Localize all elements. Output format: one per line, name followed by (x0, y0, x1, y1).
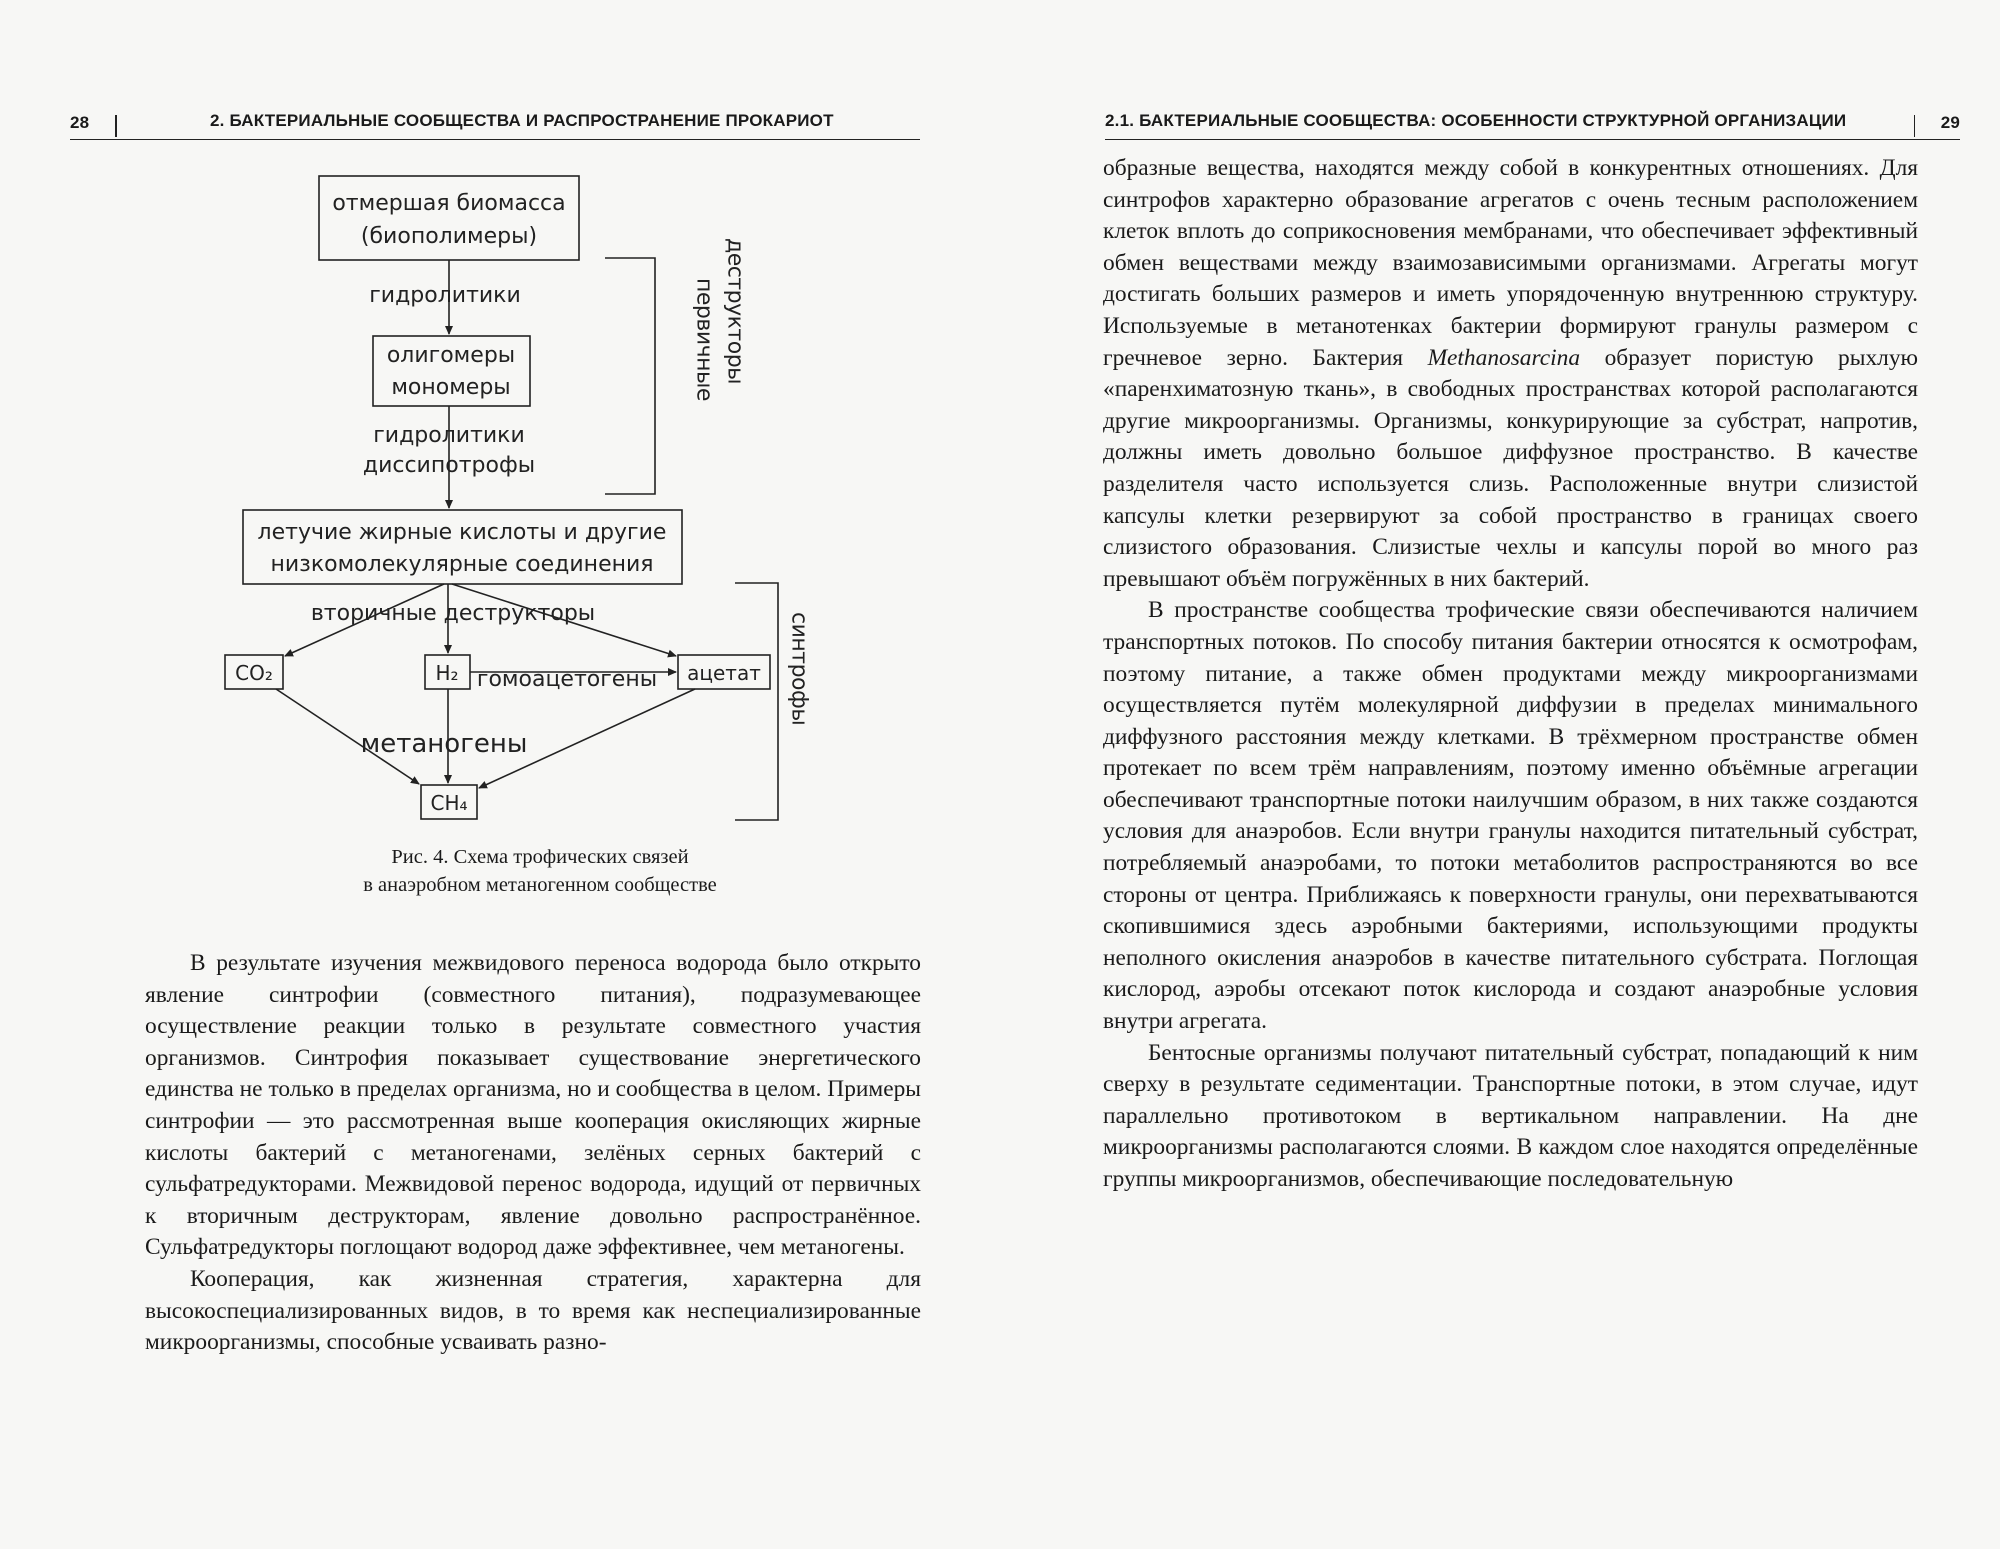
vertical-label-syntrophs: синтрофы (786, 612, 812, 726)
left-paragraph-1: В результате изучения межвидового переноса водорода было открыто явление синтрофии (совместного питания), подразумевающее осуществление реакции только в результате совместного участия организмов. Синтрофия показывает существование энергетического единства не только в пределах организма, но и сообщества в целом. Примеры синтрофии — это рассмотренная выше кооперация окисляющих жирные кислоты бактерий с метаногенами, зелёных серных бактерий с сульфатредукторами. Межвидовой перенос водорода, идущий от первичных к вторичным деструкторам, явление довольно распространённое. Сульфатредукторы поглощают водород даже эффективнее, чем метаногены. (145, 950, 921, 1261)
trophic-diagram (0, 0, 1000, 900)
page-number-left: 28 (70, 113, 90, 132)
label-methanogens: метаногены (360, 729, 528, 759)
figure-caption (240, 843, 840, 899)
fatty-text-line2: низкомолекулярные соединения (270, 552, 654, 577)
left-paragraph-2: Кооперация, как жизненная стратегия, характерна для высокоспециализированных видов, в то время как неспециализированные микроорганизмы, способные усваивать разно- (145, 1265, 921, 1356)
left-body-text (145, 948, 921, 1359)
label-hydrolytics-2: гидролитики (373, 423, 525, 448)
running-head-right (1105, 105, 1960, 140)
oligomers-text-line2: мономеры (391, 375, 511, 400)
oligomers-text-line1: олигомеры (386, 343, 516, 368)
right-paragraph-1-italic: Methanosarcina (1427, 344, 1581, 371)
bracket-primary (605, 258, 655, 494)
biomass-text-line1: отмершая биомасса (332, 191, 566, 216)
trophic-diagram-figure (0, 0, 1000, 900)
label-homoacetogens: гомоацетогены (476, 667, 658, 692)
right-paragraph-1-part-1: образные вещества, находятся между собой в конкурентных отношениях. Для синтрофов характерно образование агрегатов с очень тесным расположением клеток вплоть до соприкосновения мембранами, что обеспечивает эффективный обмен веществами между взаимозависимыми организмами. Агрегаты могут достигать больших размеров и иметь упорядоченную внутреннюю структуру. Используемые в метанотенках бактерии формируют гранулы размером с гречневое зерно. Бактерия (1103, 155, 1918, 371)
acetate-text: ацетат (687, 661, 761, 685)
caption-line-2: в анаэробном метаногенном сообществе (363, 874, 717, 896)
label-secondary-destructors: вторичные деструкторы (310, 601, 596, 626)
running-head-title-right: 2.1. БАКТЕРИАЛЬНЫЕ СООБЩЕСТВА: ОСОБЕННОСТИ СТРУКТУРНОЙ ОРГАНИЗАЦИИ (1105, 111, 1847, 130)
co2-text: CO₂ (235, 661, 273, 685)
label-hydrolytics-1: гидролитики (369, 283, 521, 308)
fatty-text-line1: летучие жирные кислоты и другие (257, 520, 667, 545)
right-paragraph-1 (1103, 153, 1918, 595)
label-dissipotrophs: диссипотрофы (362, 453, 536, 478)
running-head-title-left: 2. БАКТЕРИАЛЬНЫЕ СООБЩЕСТВА И РАСПРОСТРАНЕНИЕ ПРОКАРИОТ (210, 111, 834, 130)
vertical-label-primary: первичные (691, 278, 717, 401)
h2-text: H₂ (435, 661, 459, 685)
right-paragraph-3: Бентосные организмы получают питательный субстрат, попадающий к ним сверху в результате седиментации. Транспортные потоки, в этом случае, идут параллельно противотоком в вертикальном направлении. На дне микроорганизмы располагаются слоями. В каждом слое находятся определённые группы микроорганизмов, обеспечивающие последовательную (1103, 1039, 1918, 1192)
right-body-text (1103, 153, 1918, 1196)
right-page (1000, 0, 2000, 1549)
right-paragraph-2: В пространстве сообщества трофические связи обеспечиваются наличием транспортных потоков. По способу питания бактерии относятся к осмотрофам, поэтому питание, а также обмен продуктами между микроорганизмами осуществляется путём молекулярной диффузии в пределах минимального диффузного расстояния между клетками. В трёхмерном пространстве обмен протекает по всем трём направлениям, поэтому именно объёмные агрегации обеспечивают транспортные потоки наилучшим образом, в них также создаются условия для анаэробов. Если внутри гранулы находится питательный субстрат, потребляемый анаэробами, то потоки метаболитов распространяются во все стороны от центра. Приближаясь к поверхности гранулы, они перехватываются скопившимися здесь аэробными бактериями, использующими продукты неполного окисления анаэробов в качестве питательного субстрата. Поглощая кислород, аэробы отсекают поток кислорода и создают анаэробные условия внутри агрегата. (1103, 597, 1918, 1035)
bracket-syntrophs (735, 583, 778, 820)
right-paragraph-1-part-2: образует пористую рыхлую «паренхиматозную ткань», в свободных пространствах которой располагаются другие микроорганизмы. Организмы, конкурирующие за субстрат, напротив, должны иметь довольно большое диффузное пространство. В качестве разделителя часто используется слизь. Расположенные внутри слизистой капсулы клетки резервируют за собой пространство в границах своего слизистого образования. Слизистые чехлы и капсулы порой во много раз превышают объём погружённых в них бактерий. (1103, 344, 1918, 592)
page-number-right: 29 (1940, 113, 1960, 132)
header-separator-right (1914, 115, 1916, 137)
vertical-label-destructors: деструкторы (722, 238, 748, 385)
caption-line-1: Рис. 4. Схема трофических связей (391, 846, 689, 868)
ch4-text: CH₄ (430, 791, 468, 815)
biomass-text-line2: (биополимеры) (360, 224, 538, 249)
